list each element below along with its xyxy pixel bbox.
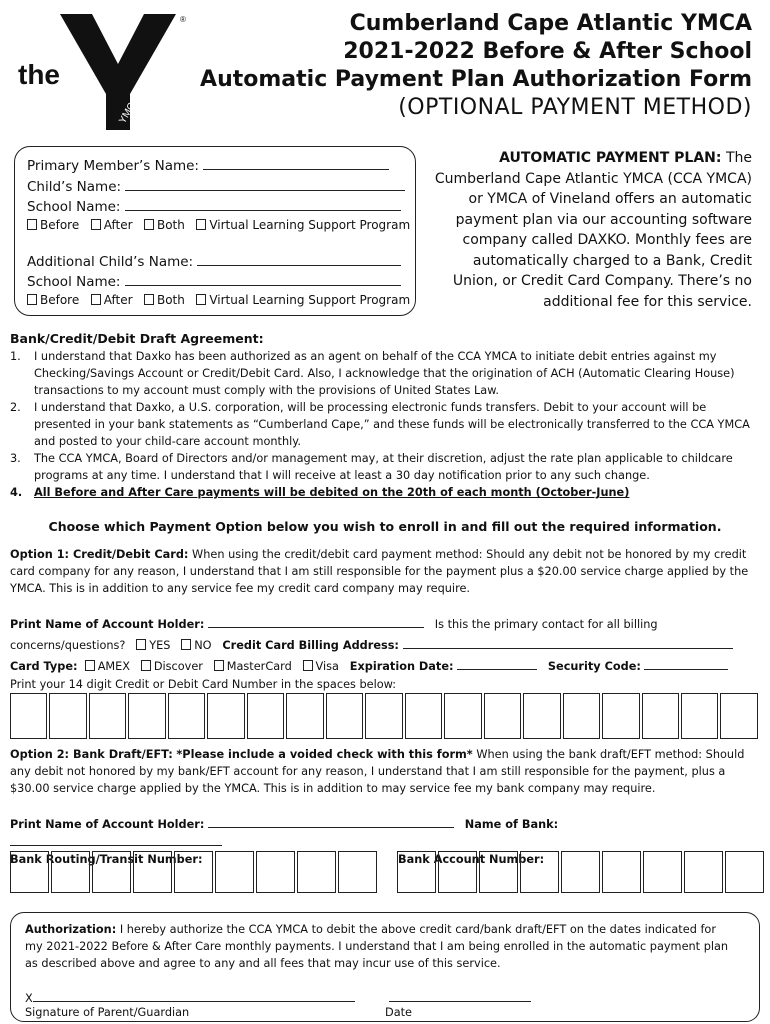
title-line-4: (OPTIONAL PAYMENT METHOD) (398, 95, 752, 120)
expiration-field[interactable] (457, 657, 537, 670)
option-virtual-2[interactable]: Virtual Learning Support Program (196, 293, 410, 307)
card-digit-cell[interactable] (365, 693, 402, 739)
checkbox-icon (27, 294, 37, 305)
security-code-field[interactable] (644, 657, 728, 670)
option-after-2[interactable]: After (91, 293, 133, 307)
program-options (27, 218, 410, 232)
additional-child-row (27, 253, 401, 270)
additional-child-label: Additional Child’s Name: (27, 254, 194, 270)
title-line-3: Automatic Payment Plan Authorization Form (200, 67, 752, 92)
option-both-2[interactable]: Both (144, 293, 185, 307)
option2-note: *Please include a voided check with this form* (176, 748, 473, 761)
child-name-label: Child’s Name: (27, 179, 122, 195)
card-digit-cell[interactable] (10, 693, 47, 739)
account-digit-cell[interactable] (684, 851, 723, 893)
authorization-heading: Authorization: (25, 923, 117, 936)
card-digit-cell[interactable] (642, 693, 679, 739)
card-digit-cell[interactable] (563, 693, 600, 739)
authorization-box (10, 912, 760, 1022)
card-digit-cell[interactable] (207, 693, 244, 739)
agreement-heading: Bank/Credit/Debit Draft Agreement: (10, 331, 264, 346)
checkbox-icon (27, 219, 37, 230)
school-name-field-2[interactable] (125, 273, 401, 286)
option2-heading: Option 2: Bank Draft/EFT: (10, 748, 173, 761)
routing-digit-cell[interactable] (92, 851, 131, 893)
checkbox-icon (91, 294, 101, 305)
account-digit-cell[interactable] (397, 851, 436, 893)
option-after[interactable]: After (91, 218, 133, 232)
child-name-row (27, 178, 405, 195)
option2-description: Option 2: Bank Draft/EFT: *Please include a voided check with this form* When using the bank draft/EFT method: Should any debit not honored by my bank/EFT account for any reason, I understand that I am still responsible for the payment, plus a $30.00 service charge applied by the YMCA. This is in addition to may service fee my bank company may require. (10, 748, 745, 795)
no-checkbox[interactable]: NO (181, 639, 211, 652)
form-title (200, 10, 752, 122)
school-name-row-2 (27, 273, 401, 290)
option2-account-holder-field[interactable] (208, 815, 454, 828)
account-digit-cell[interactable] (602, 851, 641, 893)
program-options-2 (27, 293, 410, 307)
yes-checkbox[interactable]: YES (136, 639, 170, 652)
card-number-instruction: Print your 14 digit Credit or Debit Card Number in the spaces below: (10, 678, 397, 691)
agreement-list (10, 348, 758, 501)
choose-option-heading: Choose which Payment Option below you wish to enroll in and fill out the required information. (48, 519, 722, 534)
school-name-label-2: School Name: (27, 274, 121, 290)
checkbox-icon (136, 639, 146, 650)
card-digit-cell[interactable] (523, 693, 560, 739)
card-digit-cell[interactable] (128, 693, 165, 739)
routing-digit-cell[interactable] (10, 851, 49, 893)
checkbox-icon (196, 219, 206, 230)
authorization-text: Authorization: I hereby authorize the CCA YMCA to debit the above credit card/bank draft/EFT on the dates indicated for my 2021-2022 Before & After Care monthly payments. I understand that I am being enrolled in the automatic payment plan as described above and agree to any and all fees that may incur use of this service. (25, 923, 729, 970)
option2-fields: Print Name of Account Holder: Name of Bank: Bank Routing/Transit Number: Bank Account Number: (10, 815, 758, 868)
option1-account-holder-field[interactable] (208, 615, 424, 628)
billing-address-field[interactable] (403, 636, 733, 649)
date-line-row (389, 989, 531, 1005)
auto-plan-text: The Cumberland Cape Atlantic YMCA (CCA YMCA) or YMCA of Vineland offers an automatic payment plan via our accounting software company called DAXKO. Monthly fees are automatically charged to a Bank, Credit Union, or Credit Card Company. There’s no additional fee for this service. (434, 150, 752, 310)
checkbox-icon (181, 639, 191, 650)
routing-digit-cell[interactable] (215, 851, 254, 893)
checkbox-icon (85, 660, 95, 671)
card-digit-cell[interactable] (49, 693, 86, 739)
date-label: Date (385, 1006, 413, 1019)
card-digit-cell[interactable] (720, 693, 757, 739)
routing-digit-cell[interactable] (297, 851, 336, 893)
account-digit-cell[interactable] (479, 851, 518, 893)
account-number-grid (397, 851, 764, 893)
checkbox-icon (144, 294, 154, 305)
account-digit-cell[interactable] (520, 851, 559, 893)
list-item: 3. The CCA YMCA, Board of Directors and/or management may, at their discretion, adjust the rate plan applicable to childcare programs at any time. I understand that I will receive at least a 30 day notification prior to any such change. (10, 452, 733, 482)
list-item: 2. I understand that Daxko, a U.S. corporation, will be processing electronic funds transfers. Debit to your account will be presented in your bank statements as “Cumberland Cape,” and these funds will be electronically transferred to the CCA YMCA and posted to your child-care account monthly. (10, 401, 750, 448)
card-digit-cell[interactable] (286, 693, 323, 739)
primary-member-field[interactable] (203, 157, 389, 170)
option1-fields: Print Name of Account Holder: Is this the primary contact for all billing concerns/questions? YES NO Credit Card Billing Address: Card Type: AMEX Discover MasterCard Visa Expiration Date: Security Code: Print your 14 digit Credit or Debit Card Number in the spaces below: (10, 615, 758, 693)
card-visa[interactable]: Visa (303, 660, 339, 673)
checkbox-icon (214, 660, 224, 671)
option-before[interactable]: Before (27, 218, 79, 232)
account-digit-cell[interactable] (725, 851, 764, 893)
list-item: 1. I understand that Daxko has been authorized as an agent on behalf of the CCA YMCA to initiate debit entries against my Checking/Savings Account or Credit/Debit Card. Also, I acknowledge that the origination of ACH (Automatic Clearing House) transactions to my account must comply with the provisions of United States Law. (10, 350, 735, 397)
school-name-row (27, 198, 401, 215)
logo-wordmark: the (18, 59, 60, 90)
account-digit-cell[interactable] (561, 851, 600, 893)
child-name-field[interactable] (125, 178, 405, 191)
card-amex[interactable]: AMEX (85, 660, 130, 673)
routing-label: Bank Routing/Transit Number: (10, 853, 203, 866)
list-item: 4. All Before and After Care payments will be debited on the 20th of each month (October-June) (10, 486, 630, 499)
additional-child-field[interactable] (197, 253, 401, 266)
card-digit-cell[interactable] (405, 693, 442, 739)
option1-heading: Option 1: Credit/Debit Card: (10, 548, 189, 561)
routing-digit-cell[interactable] (174, 851, 213, 893)
auto-plan-description (434, 148, 752, 312)
ymca-logo (18, 12, 198, 132)
routing-digit-cell[interactable] (51, 851, 90, 893)
signature-label: Signature of Parent/Guardian (25, 1006, 190, 1019)
routing-digit-cell[interactable] (338, 851, 377, 893)
checkbox-icon (144, 219, 154, 230)
routing-number-grid (10, 851, 379, 893)
bank-name-field[interactable] (10, 833, 222, 846)
card-digit-cell[interactable] (247, 693, 284, 739)
card-digit-cell[interactable] (168, 693, 205, 739)
checkbox-icon (91, 219, 101, 230)
primary-member-row (27, 157, 389, 174)
auto-plan-heading: AUTOMATIC PAYMENT PLAN: (499, 150, 722, 166)
member-info-box (14, 146, 416, 316)
card-digit-cell[interactable] (326, 693, 363, 739)
card-mastercard[interactable]: MasterCard (214, 660, 292, 673)
card-number-grid (10, 693, 758, 739)
primary-member-label: Primary Member’s Name: (27, 158, 199, 174)
card-digit-cell[interactable] (89, 693, 126, 739)
school-name-label: School Name: (27, 199, 121, 215)
card-digit-cell[interactable] (444, 693, 481, 739)
checkbox-icon (303, 660, 313, 671)
card-digit-cell[interactable] (681, 693, 718, 739)
title-line-2: 2021-2022 Before & After School (343, 39, 752, 64)
option-virtual[interactable]: Virtual Learning Support Program (196, 218, 410, 232)
routing-digit-cell[interactable] (256, 851, 295, 893)
option-before-2[interactable]: Before (27, 293, 79, 307)
checkbox-icon (196, 294, 206, 305)
account-digit-cell[interactable] (643, 851, 682, 893)
option1-description: Option 1: Credit/Debit Card: When using the credit/debit card payment method: Should any debit not be honored by my credit card company for any reason, I understand that I am still responsible for the payment plus a $20.00 service charge applied by the YMCA. This is in addition to any service fee my credit card company may require. (10, 548, 749, 595)
account-label: Bank Account Number: (398, 853, 545, 866)
signature-line-row: X (25, 989, 355, 1005)
title-line-1: Cumberland Cape Atlantic YMCA (349, 11, 752, 36)
card-discover[interactable]: Discover (141, 660, 203, 673)
date-field[interactable] (389, 989, 531, 1002)
card-digit-cell[interactable] (484, 693, 521, 739)
logo-registered: ® (180, 15, 186, 24)
logo-badge: YMCA (117, 95, 142, 126)
account-digit-cell[interactable] (438, 851, 477, 893)
school-name-field[interactable] (125, 198, 401, 211)
card-digit-cell[interactable] (602, 693, 639, 739)
signature-field[interactable] (33, 989, 355, 1002)
option-both[interactable]: Both (144, 218, 185, 232)
checkbox-icon (141, 660, 151, 671)
routing-digit-cell[interactable] (133, 851, 172, 893)
